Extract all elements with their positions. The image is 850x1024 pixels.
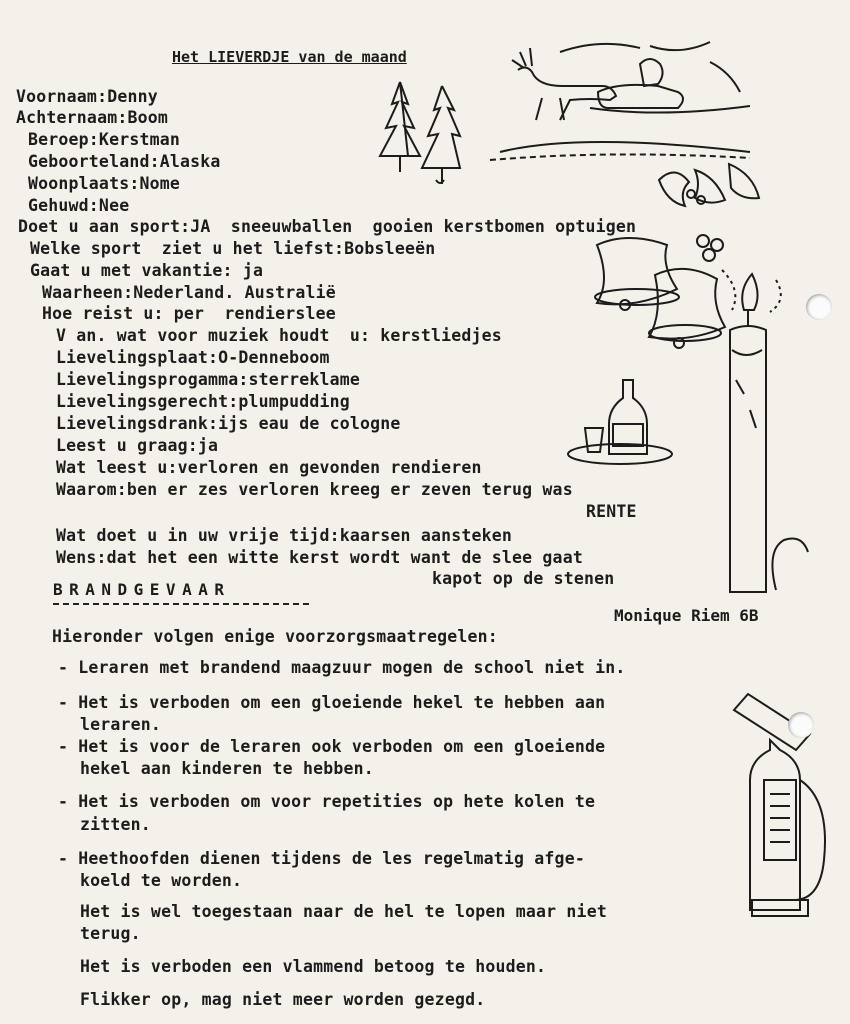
profile-line: Leest u graag:ja (56, 436, 219, 455)
brandgevaar-line: - Het is verboden om voor repetities op hete kolen te (58, 792, 596, 811)
punch-hole (788, 712, 814, 738)
profile-line: Voornaam:Denny (16, 87, 158, 106)
punch-hole (806, 294, 832, 320)
profile-title: Het LIEVERDJE van de maand (172, 48, 407, 66)
brandgevaar-line: zitten. (80, 815, 151, 834)
profile-line: RENTE (586, 502, 637, 521)
brandgevaar-intro: Hieronder volgen enige voorzorgsmaatregelen: (52, 627, 498, 646)
heading-underline (53, 603, 309, 605)
profile-line: Wat leest u:verloren en gevonden rendieren (56, 458, 482, 477)
profile-line: Hoe reist u: per rendierslee (42, 304, 336, 323)
brandgevaar-line: Flikker op, mag niet meer worden gezegd. (80, 990, 486, 1009)
holly-icon (655, 160, 765, 230)
author-signature: Monique Riem 6B (614, 606, 759, 625)
profile-line: Lievelingsdrank:ijs eau de cologne (56, 414, 401, 433)
profile-line: Lievelingsplaat:O-Denneboom (56, 348, 330, 367)
brandgevaar-line: hekel aan kinderen te hebben. (80, 759, 374, 778)
brandgevaar-line: terug. (80, 924, 141, 943)
profile-line: Geboorteland:Alaska (28, 152, 221, 171)
brandgevaar-line: - Heethoofden dienen tijdens de les regelmatig afge- (58, 849, 585, 868)
profile-line: Welke sport ziet u het liefst:Bobsleeën (30, 239, 436, 258)
bells-icon (585, 225, 735, 365)
bottle-tray-icon (565, 378, 685, 468)
brandgevaar-line: - Leraren met brandend maagzuur mogen de school niet in. (58, 658, 626, 677)
brandgevaar-line: - Het is verboden om een gloeiende hekel te hebben aan (58, 693, 606, 712)
profile-line: V an. wat voor muziek houdt u: kerstliedjes (56, 326, 502, 345)
brandgevaar-heading: BRANDGEVAAR (53, 580, 231, 599)
profile-line: Doet u aan sport:JA sneeuwballen gooien kerstbomen optuigen (18, 217, 637, 236)
brandgevaar-line: leraren. (80, 715, 162, 734)
profile-line: Waarheen:Nederland. Australië (42, 283, 336, 302)
profile-line: Wens:dat het een witte kerst wordt want de slee gaat (56, 548, 583, 567)
profile-line: Waarom:ben er zes verloren kreeg er zeven terug was (56, 480, 573, 499)
pine-trees-icon (360, 80, 480, 190)
profile-line: Gehuwd:Nee (28, 196, 130, 215)
profile-line: Lievelingsprogamma:sterreklame (56, 370, 361, 389)
profile-line: Woonplaats:Nome (28, 174, 181, 193)
brandgevaar-line: Het is verboden een vlammend betoog te houden. (80, 957, 547, 976)
brandgevaar-line: koeld te worden. (80, 871, 243, 890)
fire-extinguisher-icon (730, 690, 840, 930)
reindeer-sleigh-icon (490, 42, 760, 172)
profile-line: Gaat u met vakantie: ja (30, 261, 264, 280)
profile-line: Lievelingsgerecht:plumpudding (56, 392, 350, 411)
profile-line: Achternaam:Boom (16, 108, 169, 127)
profile-line: Beroep:Kerstman (28, 130, 181, 149)
profile-line: Wat doet u in uw vrije tijd:kaarsen aansteken (56, 526, 513, 545)
brandgevaar-line: Het is wel toegestaan naar de hel te lopen maar niet (80, 902, 607, 921)
brandgevaar-line: - Het is voor de leraren ook verboden om een gloeiende (58, 737, 606, 756)
candle-icon (720, 270, 810, 610)
profile-line: kapot op de stenen (432, 569, 615, 588)
